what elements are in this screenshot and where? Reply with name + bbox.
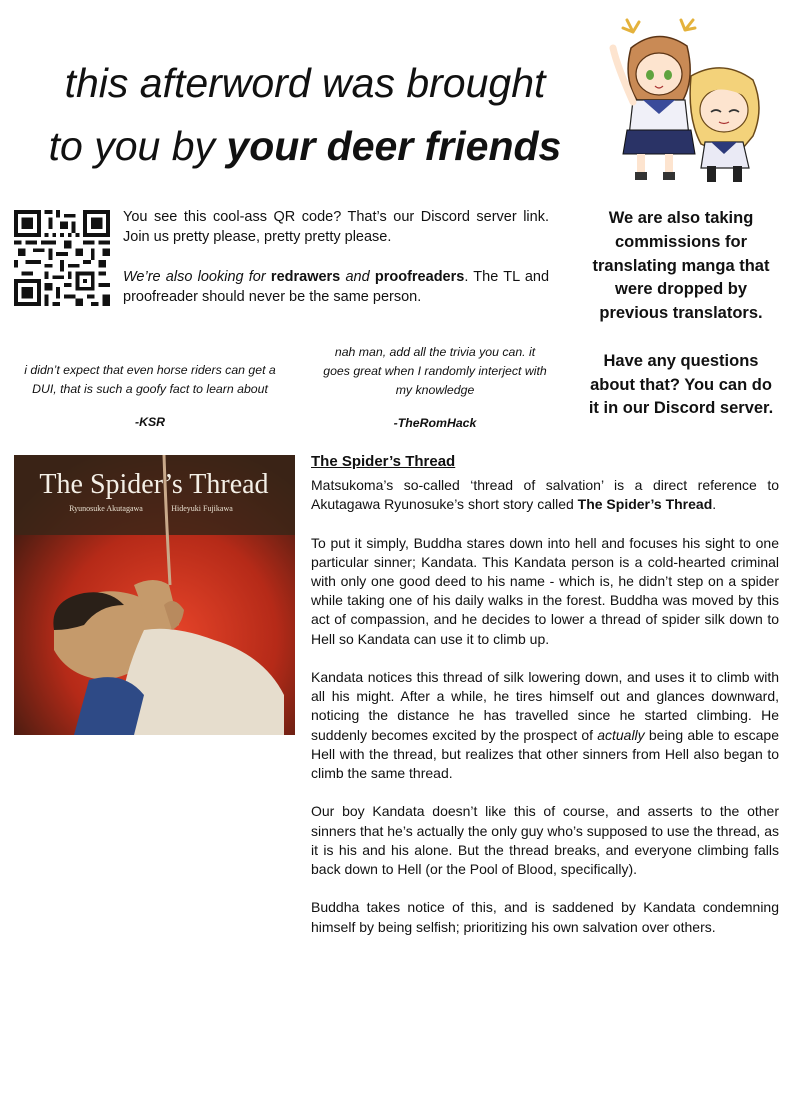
- article-text: Matsukoma’s so-called ‘thread of salvation’ is a direct reference to Akutagawa Ryunosuke’s short story called: [311, 477, 779, 513]
- title-line-2-bold: your deer friends: [226, 123, 562, 169]
- blonde-girl: [690, 68, 759, 182]
- reader-quote: [320, 343, 550, 433]
- story-title-bold: The Spider’s Thread: [577, 496, 713, 513]
- commissions-paragraph: We are also taking commissions for translating manga that were dropped by previous translators.: [592, 209, 770, 323]
- article-paragraph: To put it simply, Buddha stares down into hell and focuses his sight to one particular sinner; Kandata. This Kandata person is a cold-hearted criminal with only one good deed to his name - which is, he didn’t step on a spider while taking one of his daily walks in the forest. Buddha was moved by this act of compassion, and he decides to lower a thread of spider silk down to Hell so Kandata can use it to climb up.: [311, 534, 779, 647]
- article-text: being able to escape Hell with the thread, but realizes that other sinners from Hell also began to climb the same thread.: [311, 726, 779, 782]
- recruit-text-a: We’re also looking for: [123, 269, 271, 285]
- article-paragraph: Buddha takes notice of this, and is saddened by Kandata condemning himself by being selfish; prioritizing his own salvation over others.: [311, 899, 779, 935]
- title-line-2-plain: to you by: [48, 123, 227, 169]
- article-heading: The Spider’s Thread: [311, 453, 456, 470]
- deer-girls-illustration: [603, 18, 788, 188]
- questions-paragraph: Have any questions about that? You can do it in our Discord server.: [588, 351, 774, 418]
- deer-girl: [613, 20, 695, 180]
- quote-text: nah man, add all the trivia you can. it goes great when I randomly interject with my knowledge: [323, 345, 547, 397]
- quote-text: i didn’t expect that even horse riders can get a DUI, that is such a goofy fact to learn about: [24, 363, 276, 396]
- qr-code-icon[interactable]: [14, 210, 110, 306]
- spiders-thread-article: [311, 452, 779, 956]
- recruit-text-rest: . The TL and proofreader should never be the same person.: [123, 269, 550, 305]
- article-text: Kandata notices this thread of silk lowering down, and uses it to climb with all his might. After a while, he tires himself out and glances downward, noticing the distance he has travelled since he started climbing. He suddenly becomes excited by the prospect of: [311, 669, 779, 743]
- page-title: [20, 52, 590, 178]
- proofreaders-label: proofreaders: [374, 269, 465, 285]
- title-line-2: [20, 115, 590, 178]
- discord-paragraph: You see this cool-ass QR code? That’s our Discord server link. Join us pretty please, pretty pretty please.: [123, 209, 549, 245]
- recruit-text-b: and: [340, 269, 375, 285]
- cover-author-2: Hideyuki Fujikawa: [171, 504, 233, 513]
- article-emphasis: actually: [597, 726, 645, 743]
- article-text: .: [712, 496, 717, 513]
- article-paragraph: [311, 476, 779, 514]
- redrawers-label: redrawers: [270, 269, 341, 285]
- cover-title: The Spider’s Thread: [39, 469, 269, 500]
- article-paragraph: [311, 668, 779, 783]
- quote-author: -TheRomHack: [393, 416, 477, 430]
- cover-author-1: Ryunosuke Akutagawa: [69, 504, 143, 513]
- title-line-1: this afterword was brought: [64, 60, 546, 106]
- commissions-notice: [584, 207, 778, 445]
- discord-invite-text: [123, 207, 549, 327]
- quote-author: -KSR: [134, 415, 166, 429]
- spiders-thread-book-cover: [14, 455, 295, 735]
- article-paragraph: Our boy Kandata doesn’t like this of course, and asserts to the other sinners that he’s actually the only guy who’s supposed to use the thread, as it is his and his alone. But the thread breaks, and everyone climbing falls back down to Hell (or the Pool of Blood, specifically).: [311, 803, 780, 878]
- recruiting-paragraph: [123, 267, 549, 307]
- reader-quote: [14, 361, 286, 432]
